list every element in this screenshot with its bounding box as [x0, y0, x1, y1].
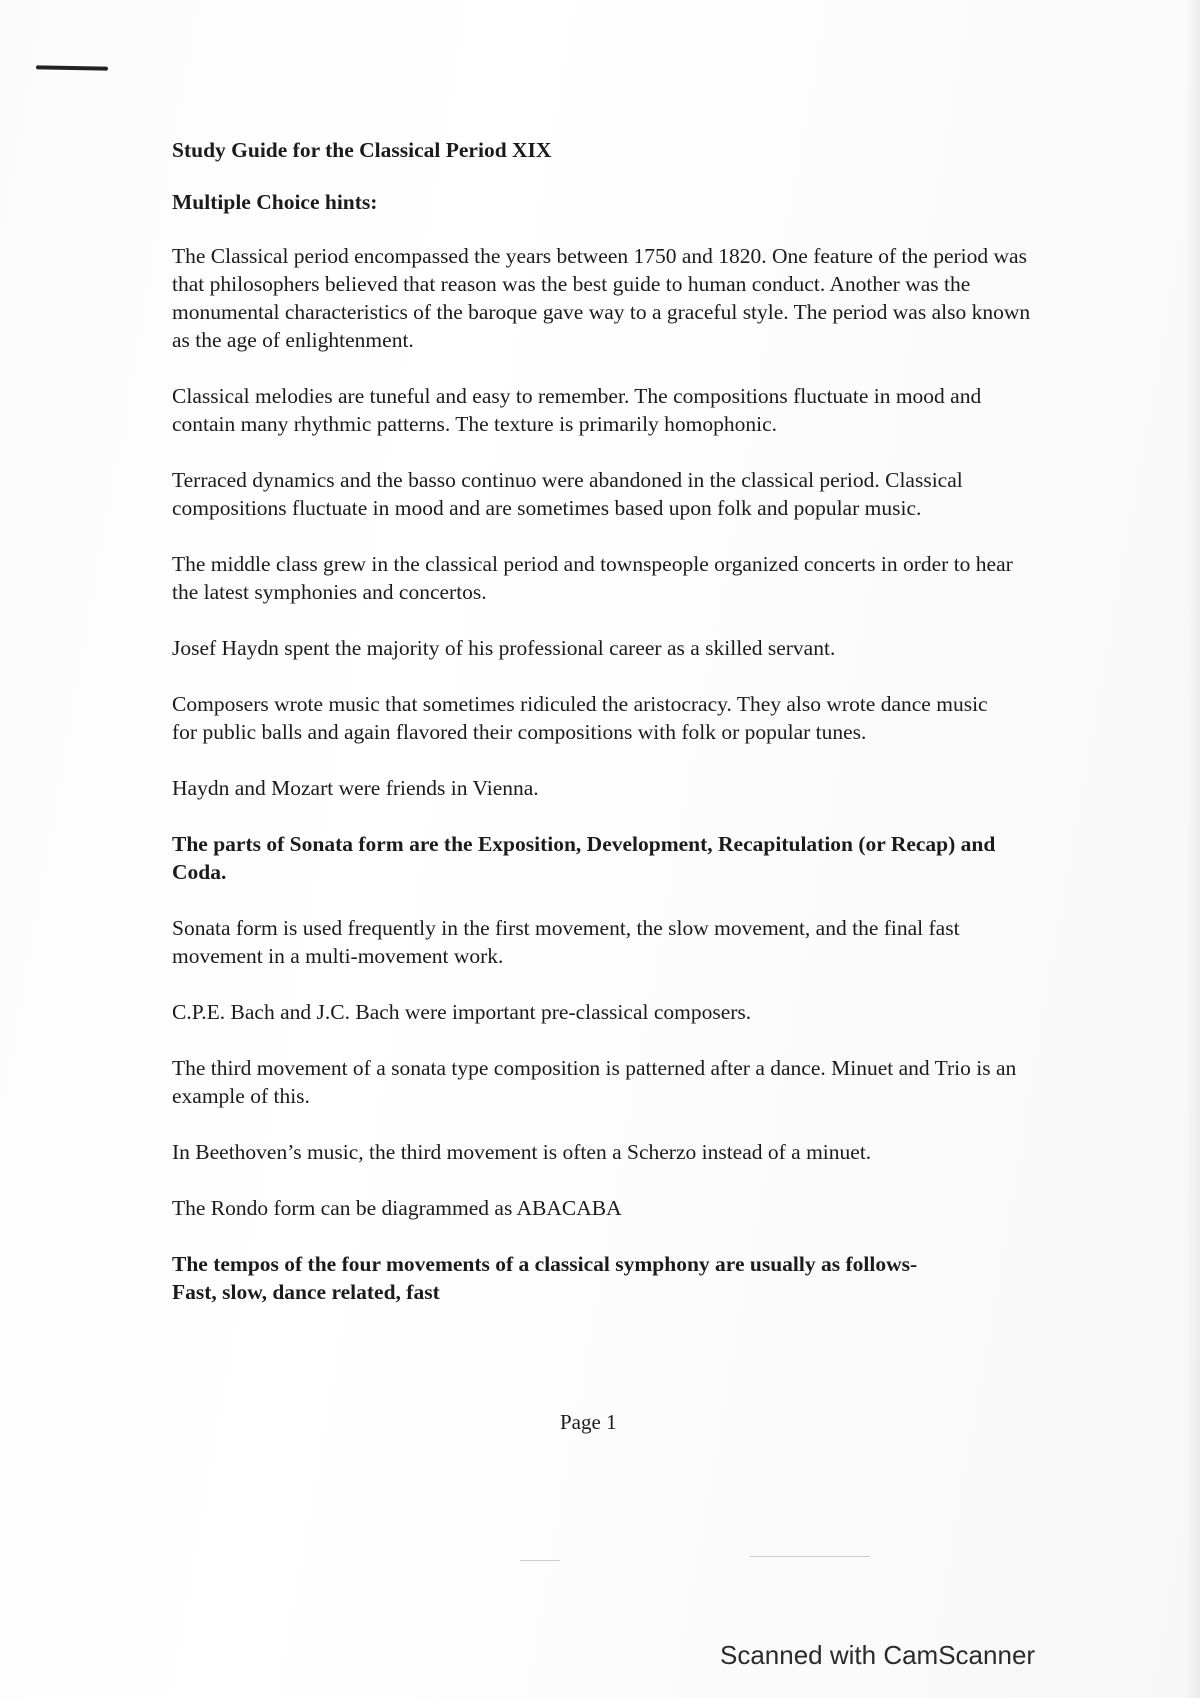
paragraph: Composers wrote music that sometimes ridiculed the aristocracy. They also wrote dance music for public balls and again flavored their compositions with folk or popular tunes. — [172, 692, 988, 744]
bold-paragraph: The tempos of the four movements of a classical symphony are usually as follows- — [172, 1252, 918, 1276]
bold-paragraph: The parts of Sonata form are the Exposition, Development, Recapitulation (or Recap) and Coda. — [172, 832, 996, 884]
bold-paragraph: Fast, slow, dance related, fast — [172, 1280, 440, 1304]
paragraph: The middle class grew in the classical period and townspeople organized concerts in order to hear the latest symphonies and concertos. — [172, 552, 1013, 604]
paragraph: Sonata form is used frequently in the first movement, the slow movement, and the final fast movement in a multi-movement work. — [172, 916, 960, 968]
paragraph: C.P.E. Bach and J.C. Bach were important pre-classical composers. — [172, 1000, 752, 1024]
document-title: Study Guide for the Classical Period XIX — [172, 138, 552, 162]
camscanner-watermark: Scanned with CamScanner — [720, 1640, 1036, 1670]
paragraph: The Rondo form can be diagrammed as ABACABA — [172, 1196, 622, 1220]
paragraph: Haydn and Mozart were friends in Vienna. — [172, 776, 539, 800]
section-subheading: Multiple Choice hints: — [172, 190, 378, 214]
scan-artifact-line — [750, 1556, 870, 1557]
paragraph: Josef Haydn spent the majority of his professional career as a skilled servant. — [172, 636, 836, 660]
scan-artifact-line — [520, 1560, 560, 1561]
paragraph: The Classical period encompassed the years between 1750 and 1820. One feature of the period was that philosophers believed that reason was the best guide to human conduct. Another was the monumental characteristics of the baroque gave way to a graceful style. The period was also known as the age of enlightenment. — [172, 244, 1031, 352]
paragraph: The third movement of a sonata type composition is patterned after a dance. Minuet and Trio is an example of this. — [172, 1056, 1017, 1108]
page-edge-shadow — [1186, 0, 1200, 1698]
bold-answer-block — [172, 1250, 1042, 1306]
paragraph: Classical melodies are tuneful and easy to remember. The compositions fluctuate in mood and contain many rhythmic patterns. The texture is primarily homophonic. — [172, 384, 982, 436]
paragraph: Terraced dynamics and the basso continuo were abandoned in the classical period. Classical compositions fluctuate in mood and are sometimes based upon folk and popular music. — [172, 468, 963, 520]
page-number: Page 1 — [560, 1410, 617, 1434]
paragraph: In Beethoven’s music, the third movement is often a Scherzo instead of a minuet. — [172, 1140, 872, 1164]
document-body — [172, 136, 1042, 1306]
